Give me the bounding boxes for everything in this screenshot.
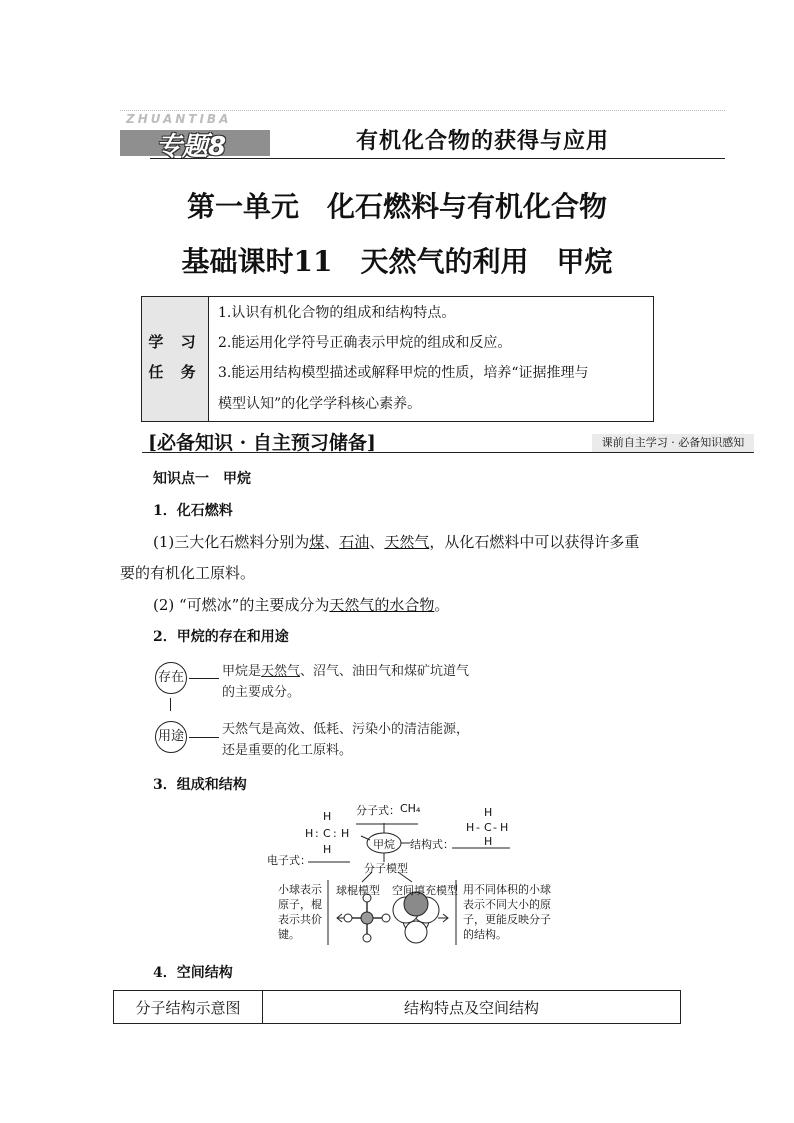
struct-h-top: H — [484, 806, 493, 819]
struct-h-left: H — [466, 821, 475, 834]
topic-badge-label: 专题8 — [156, 132, 227, 162]
answer-natural-gas: 天然气 — [384, 533, 430, 551]
electron-h-right: H — [341, 827, 350, 840]
header-rule — [150, 158, 725, 159]
connector-line — [189, 737, 219, 738]
header-watermark: ZHUANTIBA — [126, 112, 232, 126]
learning-tasks-label — [142, 297, 209, 421]
paragraph-fossil-fuels — [153, 531, 639, 552]
note-line: 表示不同大小的原 — [463, 898, 551, 911]
subheading-fossil-fuels: 1．化石燃料 — [153, 503, 233, 519]
table-header-cell: 分子结构示意图 — [114, 991, 263, 1024]
struct-h-right: H — [500, 821, 509, 834]
answer-gas-hydrate: 天然气的水合物 — [329, 596, 435, 614]
table-header-row — [114, 991, 681, 1024]
answer-coal: 煤 — [309, 533, 325, 551]
text: 甲烷是 — [222, 664, 262, 679]
note-line: 子，更能反映分子 — [463, 913, 551, 926]
electron-formula-label: 电子式： — [267, 854, 311, 867]
topic-badge — [120, 124, 270, 162]
center-methane: 甲烷 — [373, 838, 395, 851]
learning-task-item: 模型认知”的化学学科核心素养。 — [218, 396, 422, 412]
learning-tasks-label-line2: 任 务 — [148, 363, 202, 381]
learning-task-item: 2.能运用化学符号正确表示甲烷的组成和反应。 — [218, 335, 512, 351]
note-line: 表示共价 — [278, 913, 322, 926]
electron-h-top: H — [323, 810, 332, 823]
subheading-existence-use: 2．甲烷的存在和用途 — [153, 629, 289, 645]
section-heading: [必备知识 · 自主预习储备] — [148, 432, 376, 454]
spatial-structure-table — [113, 990, 681, 1024]
electron-h-bottom: H — [323, 843, 332, 856]
section-rule — [142, 452, 754, 453]
existence-circle: 存在 — [155, 662, 187, 694]
use-text-cont: 还是重要的化工原料。 — [222, 743, 353, 758]
text: (2) “可燃冰”的主要成分为 — [153, 596, 330, 614]
structural-formula-label: 结构式： — [410, 838, 454, 851]
space-filling-model — [393, 892, 439, 943]
text: 、沼气、油田气和煤矿坑道气 — [300, 664, 470, 679]
header-dotted-line — [120, 110, 725, 111]
right-note — [463, 882, 551, 942]
topic-title: 有机化合物的获得与应用 — [356, 128, 610, 154]
model-label: 分子模型 — [364, 862, 408, 875]
molecular-formula-label: 分子式： — [356, 804, 400, 817]
note-line: 的结构。 — [463, 928, 507, 941]
existence-text — [222, 660, 469, 679]
electron-h-left: H — [305, 827, 314, 840]
paragraph-fossil-fuels-cont: 要的有机化工原料。 — [120, 564, 256, 582]
use-circle: 用途 — [155, 721, 187, 753]
text: (1)三大化石燃料分别为 — [153, 533, 310, 551]
struct-h-bottom: H — [484, 835, 493, 848]
learning-tasks-box — [141, 296, 654, 422]
answer-oil: 石油 — [339, 533, 370, 551]
section-tag: 课前自主学习 · 必备知识感知 — [592, 434, 754, 452]
left-note — [278, 882, 322, 942]
struct-dash: - — [493, 821, 497, 834]
existence-text-cont: 的主要成分。 — [222, 685, 301, 700]
paragraph-combustible-ice — [153, 594, 449, 615]
text: 、 — [324, 533, 340, 551]
unit-title: 第一单元 化石燃料与有机化合物 — [186, 190, 607, 223]
text: ，从化石燃料中可以获得许多重 — [429, 533, 640, 551]
note-line: 用不同体积的小球 — [463, 883, 551, 896]
vertical-connector — [170, 698, 171, 711]
electron-colon: : — [333, 827, 337, 840]
lesson-title: 基础课时11 天然气的利用 甲烷 — [181, 245, 613, 278]
learning-tasks-label-line1: 学 习 — [148, 333, 202, 351]
electron-c: C — [323, 827, 331, 840]
text: 、 — [369, 533, 385, 551]
note-line: 键。 — [278, 928, 300, 941]
space-fill-label: 空间填充模型 — [392, 884, 458, 897]
text: 。 — [434, 596, 450, 614]
answer-natural-gas: 天然气 — [261, 664, 301, 679]
note-line: 原子，棍 — [278, 898, 322, 911]
knowledge-point-title: 知识点一 甲烷 — [153, 471, 251, 487]
ball-stick-model — [344, 894, 390, 942]
learning-task-item: 1.认识有机化合物的组成和结构特点。 — [218, 305, 456, 321]
struct-c: C — [484, 821, 492, 834]
subheading-spatial-structure: 4．空间结构 — [153, 965, 233, 981]
learning-task-item: 3.能运用结构模型描述或解释甲烷的性质，培养“证据推理与 — [218, 365, 589, 381]
table-header-cell: 结构特点及空间结构 — [263, 991, 681, 1024]
electron-colon: : — [315, 827, 319, 840]
ball-stick-label: 球棍模型 — [336, 884, 380, 897]
struct-dash: - — [476, 821, 480, 834]
connector-line — [189, 678, 219, 679]
note-line: 小球表示 — [278, 883, 322, 896]
use-text: 天然气是高效、低耗、污染小的清洁能源， — [222, 722, 470, 737]
molecular-formula: CH₄ — [400, 802, 421, 815]
subheading-composition: 3．组成和结构 — [153, 777, 247, 793]
